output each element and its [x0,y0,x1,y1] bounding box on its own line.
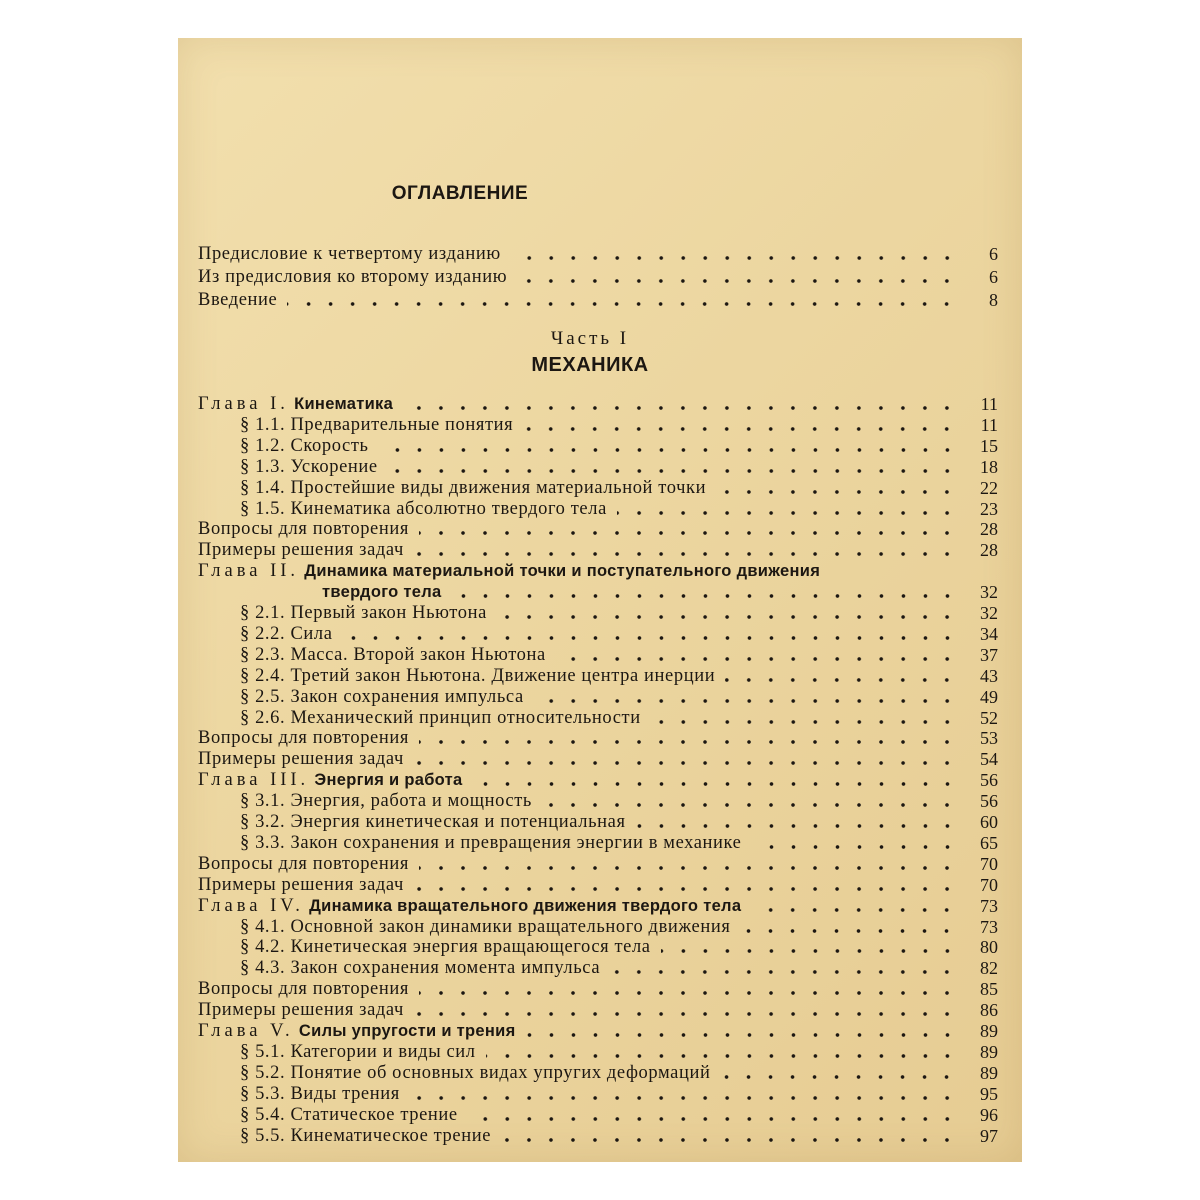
toc-entry [198,748,998,770]
entry-text: § 2.4. Третий закон Ньютона. Движение центра инерции [240,665,716,686]
page-number: 32 [980,582,998,603]
entry-label [198,266,507,288]
toc-entry [198,539,998,561]
entry-text: § 1.2. Скорость [240,435,369,456]
page-number: 73 [980,916,998,937]
dot-leader [740,929,958,933]
entry-text: Примеры решения задач [198,749,404,770]
entry-text: § 4.1. Основной закон динамики вращательного движения [240,916,731,937]
entry-label [198,811,626,833]
toc-entry [198,243,998,265]
page-number: 34 [980,623,998,644]
chapter-title: твердого тела [322,583,442,602]
chapter-entry [198,393,998,415]
entry-text: Примеры решения задач [198,540,404,561]
page-number: 60 [980,812,998,832]
entry-text: § 1.1. Предварительные понятия [240,414,514,435]
book-page [178,38,1022,1162]
entry-label [198,769,463,791]
section-entry [198,477,998,499]
page-number: 97 [980,1125,998,1146]
page-number: 43 [980,665,998,686]
chapter-title: Динамика материальной точки и поступательного движения [304,562,821,581]
section-entry [198,498,998,520]
entry-text: Примеры решения задач [198,1000,404,1021]
page-number: 11 [980,394,998,414]
dot-leader [486,1054,958,1058]
page-number: 65 [980,832,998,853]
page-number: 54 [980,749,998,770]
chapter-number: Глава II. [198,561,300,582]
entry-text: § 3.1. Энергия, работа и мощность [240,791,532,812]
page-number: 18 [980,456,998,477]
dot-leader [752,845,959,849]
entry-label [198,874,404,896]
entry-label [198,707,641,729]
toc-entry [198,727,998,749]
dot-leader [517,279,958,283]
page-number: 52 [980,707,998,728]
entry-label [198,498,607,520]
entry-text: Вопросы для повторения [198,979,409,1000]
entry-label [198,560,820,582]
entry-text: § 4.3. Закон сохранения момента импульса [240,958,601,979]
page-number: 80 [980,937,998,958]
dot-leader [497,615,958,619]
page-number: 23 [980,498,998,519]
dot-leader [419,740,958,744]
chapter-entry [198,1020,998,1042]
entry-text: § 5.1. Категории и виды сил [240,1041,476,1062]
section-entry [198,456,998,478]
dot-leader [414,1012,958,1016]
dot-leader [414,761,958,765]
chapter-title: Энергия и работа [314,771,463,790]
section-entry [198,811,998,833]
entry-label [198,602,487,624]
page-number: 86 [980,1000,998,1021]
section-entry [198,665,998,687]
chapter-number: Глава V. [198,1021,294,1041]
entry-text: § 2.5. Закон сохранения импульса [240,686,524,707]
section-entry [198,707,998,729]
entry-label [198,936,651,958]
dot-leader [651,720,958,724]
entry-label [198,539,404,561]
page-number: 56 [980,791,998,812]
dot-leader [610,970,958,974]
entry-text: § 1.3. Ускорение [240,456,378,477]
part-label: Часть I [550,328,630,349]
entry-text: § 3.3. Закон сохранения и превращения энергии в механике [240,832,742,853]
page-number: 70 [980,853,998,874]
entry-text: Вопросы для повторения [198,519,409,540]
entry-label [198,916,730,938]
entry-label [198,895,741,917]
page-number: 15 [980,435,998,456]
page-number: 28 [980,519,998,540]
section-entry [198,1041,998,1063]
entry-label [198,435,369,457]
toc-entry [198,266,998,288]
page-number: 28 [980,540,998,561]
dot-leader [419,531,958,535]
entry-label [198,727,409,749]
page-number: 89 [980,1062,998,1083]
entry-label [198,1062,710,1084]
entry-text: § 5.3. Виды трения [240,1083,400,1104]
dot-leader [542,803,958,807]
dot-leader [452,594,958,598]
entry-label [198,518,409,540]
toc-entry [198,874,998,896]
page-number: 95 [980,1083,998,1104]
section-entry [198,602,998,624]
section-entry [198,790,998,812]
entry-label [198,623,333,645]
page-number: 6 [989,244,998,264]
page-number: 70 [980,874,998,895]
entry-label [198,393,393,415]
section-entry [198,1083,998,1105]
dot-leader [419,991,958,995]
page-number: 53 [980,728,998,749]
entry-label [198,748,404,770]
entry-text: § 2.2. Сила [240,623,333,644]
page-number: 37 [980,644,998,665]
dot-leader [636,824,958,828]
entry-label [198,790,532,812]
chapter-title: Кинематика [294,395,394,413]
section-entry [198,1062,998,1084]
dot-leader [725,678,958,682]
dot-leader [511,256,958,260]
entry-label [198,477,706,499]
toc-heading: ОГЛАВЛЕНИЕ [391,183,529,204]
entry-text: § 5.4. Статическое трение [240,1104,458,1125]
entry-label [198,243,501,265]
dot-leader [379,448,958,452]
dot-leader [414,552,958,556]
dot-leader [468,1117,958,1121]
entry-text: Из предисловия ко второму изданию [198,267,508,287]
entry-text: § 2.3. Масса. Второй закон Ньютона [240,644,546,665]
chapter-number: Глава I. [198,394,289,414]
entry-label [198,686,524,708]
chapter-entry [198,560,998,582]
section-entry [198,832,998,854]
chapter-title: Силы упругости и трения [298,1022,516,1040]
entry-label [198,414,513,436]
entry-label [198,1125,491,1147]
entry-text: § 3.2. Энергия кинетическая и потенциальная [240,812,626,832]
entry-text: § 2.1. Первый закон Ньютона [240,603,487,623]
section-entry [198,1104,998,1126]
entry-label [198,644,546,666]
page-number: 32 [980,603,998,623]
entry-label [198,832,742,854]
entry-text: Введение [198,290,278,310]
dot-leader [287,302,958,306]
entry-label [198,999,404,1021]
entry-label [198,581,442,603]
entry-label [198,1083,400,1105]
entry-text: § 5.5. Кинематическое трение [240,1125,492,1146]
dot-leader [403,406,958,410]
dot-leader [414,887,958,891]
section-entry [198,644,998,666]
page-number: 11 [980,414,998,435]
page-number: 73 [980,895,998,916]
dot-leader [661,949,958,953]
dot-leader [388,469,958,473]
entry-label [198,978,409,1000]
page-number: 22 [980,477,998,498]
dot-leader [617,511,958,515]
dot-leader [473,782,958,786]
page-number: 49 [980,686,998,707]
entry-label [198,456,378,478]
dot-leader [751,908,958,912]
entry-label [198,289,277,311]
section-entry [198,957,998,979]
dot-leader [534,699,958,703]
toc-entry [198,999,998,1021]
page-number: 82 [980,958,998,979]
dot-leader [716,490,958,494]
section-entry [198,1125,998,1147]
section-entry [198,623,998,645]
part-title: МЕХАНИКА [531,354,649,376]
dot-leader [526,1033,958,1037]
dot-leader [419,866,958,870]
entry-text: Предисловие к четвертому изданию [198,244,501,264]
page-number: 89 [980,1041,998,1062]
page-number: 56 [980,770,998,791]
entry-label [198,957,600,979]
dot-leader [720,1075,958,1079]
page-number: 6 [989,267,998,287]
toc-entry [198,853,998,875]
toc-entry [198,289,998,311]
section-entry [198,414,998,436]
chapter-number: Глава III. [198,770,310,791]
toc-entry [198,518,998,540]
section-entry [198,435,998,457]
entry-text: § 5.2. Понятие об основных видах упругих деформаций [240,1062,711,1083]
dot-leader [501,1138,958,1142]
chapter-entry [198,769,998,791]
dot-leader [556,657,958,661]
entry-text: § 4.2. Кинетическая энергия вращающегося тела [240,937,651,958]
entry-text: Примеры решения задач [198,874,404,895]
entry-text: § 1.4. Простейшие виды движения материальной точки [240,477,707,498]
page-number: 8 [989,290,998,310]
dot-leader [343,636,958,640]
entry-label [198,1041,476,1063]
entry-label [198,1104,458,1126]
dot-leader [410,1096,958,1100]
chapter-entry [198,581,998,603]
dot-leader [523,427,958,431]
toc-entry [198,978,998,1000]
entry-text: Вопросы для повторения [198,853,409,874]
chapter-number: Глава IV. [198,895,304,916]
entry-text: Вопросы для повторения [198,728,409,749]
section-entry [198,916,998,938]
section-entry [198,686,998,708]
chapter-entry [198,895,998,917]
entry-label [198,853,409,875]
page-number: 89 [980,1021,998,1041]
entry-text: § 2.6. Механический принцип относительности [240,707,641,728]
section-entry [198,936,998,958]
dot-leader [830,573,958,577]
entry-label [198,1020,516,1042]
page-number: 85 [980,979,998,1000]
page-number: 96 [980,1104,998,1125]
chapter-title: Динамика вращательного движения твердого тела [309,896,742,915]
entry-label [198,665,715,687]
entry-text: § 1.5. Кинематика абсолютно твердого тела [240,498,607,519]
